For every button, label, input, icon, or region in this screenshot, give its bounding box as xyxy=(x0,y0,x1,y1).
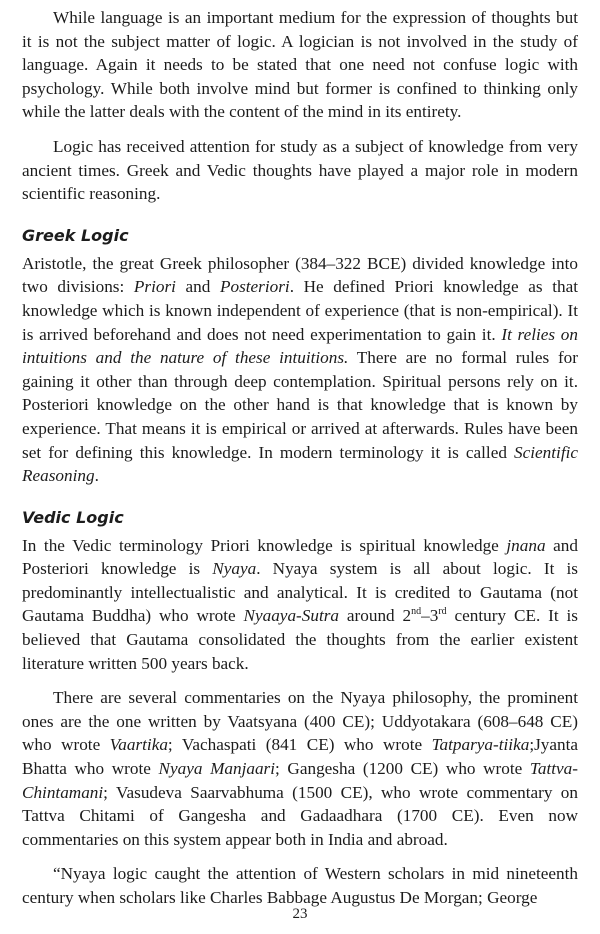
paragraph-language: While language is an important medium for the expression of thoughts but it is not the subject matter of logic. A logician is not involved in the study of language. Again it needs to be stated that one need not confuse logic with psychology. While both involve mind but former is confined to thinking only while the latter deals with the content of the mind in its entirety. xyxy=(22,8,578,122)
paragraph-logic-history: Logic has received attention for study as a subject of knowledge from very ancient times. Greek and Vedic thoughts have played a major role in modern scientific reasoning. xyxy=(22,136,578,204)
book-page xyxy=(22,6,578,921)
page-number: 23 xyxy=(292,906,308,922)
paragraph-nyaya-quote: “Nyaya logic caught the attention of Western scholars in mid nineteenth century when scholars like Charles Babbage Augustus De Morgan; George xyxy=(22,864,578,907)
paragraph-commentaries: There are several commentaries on the Nyaya philosophy, the prominent ones are the one written by Vaatsyana (400 CE); Uddyotakara (608–648 CE) who wrote Vaartika; Vachaspati (841 CE) who wrote Tatparya-tiika;Jyanta Bhatta who wrote Nyaya Manjaari; Gangesha (1200 CE) who wrote Tattva-Chintamani; Vasudeva Saarvabhuma (1500 CE), who wrote commentary on Tattva Chitami of Gangesha and Gadaadhara (1700 CE). Even now commentaries on this system appear both in India and abroad. xyxy=(22,688,578,849)
heading-vedic-logic: Vedic Logic xyxy=(22,507,124,527)
heading-greek-logic: Greek Logic xyxy=(22,225,129,245)
paragraph-greek-logic: Aristotle, the great Greek philosopher (384–322 BCE) divided knowledge into two divisions: Priori and Posteriori. He defined Priori knowledge as that knowledge which is known independent of experience (that is non-empirical). It is arrived beforehand and does not need experimentation to gain it. It relies on intuitions and the nature of these intuitions. There are no formal rules for gaining it other than through deep contemplation. Spiritual persons rely on it. Posteriori knowledge on the other hand is that knowledge that is known by experience. That means it is empirical or arrived at afterwards. Rules have been set for defining this knowledge. In modern terminology it is called Scientific Reasoning. xyxy=(22,253,579,486)
paragraph-vedic-logic: In the Vedic terminology Priori knowledge is spiritual knowledge jnana and Posteriori knowledge is Nyaya. Nyaya system is all about logic. It is predominantly intellectualistic and analytical. It is credited to Gautama (not Gautama Buddha) who wrote Nyaaya-Sutra around 2nd–3rd century CE. It is believed that Gautama consolidated the thoughts from the earlier existent literature written 500 years back. xyxy=(22,535,578,673)
